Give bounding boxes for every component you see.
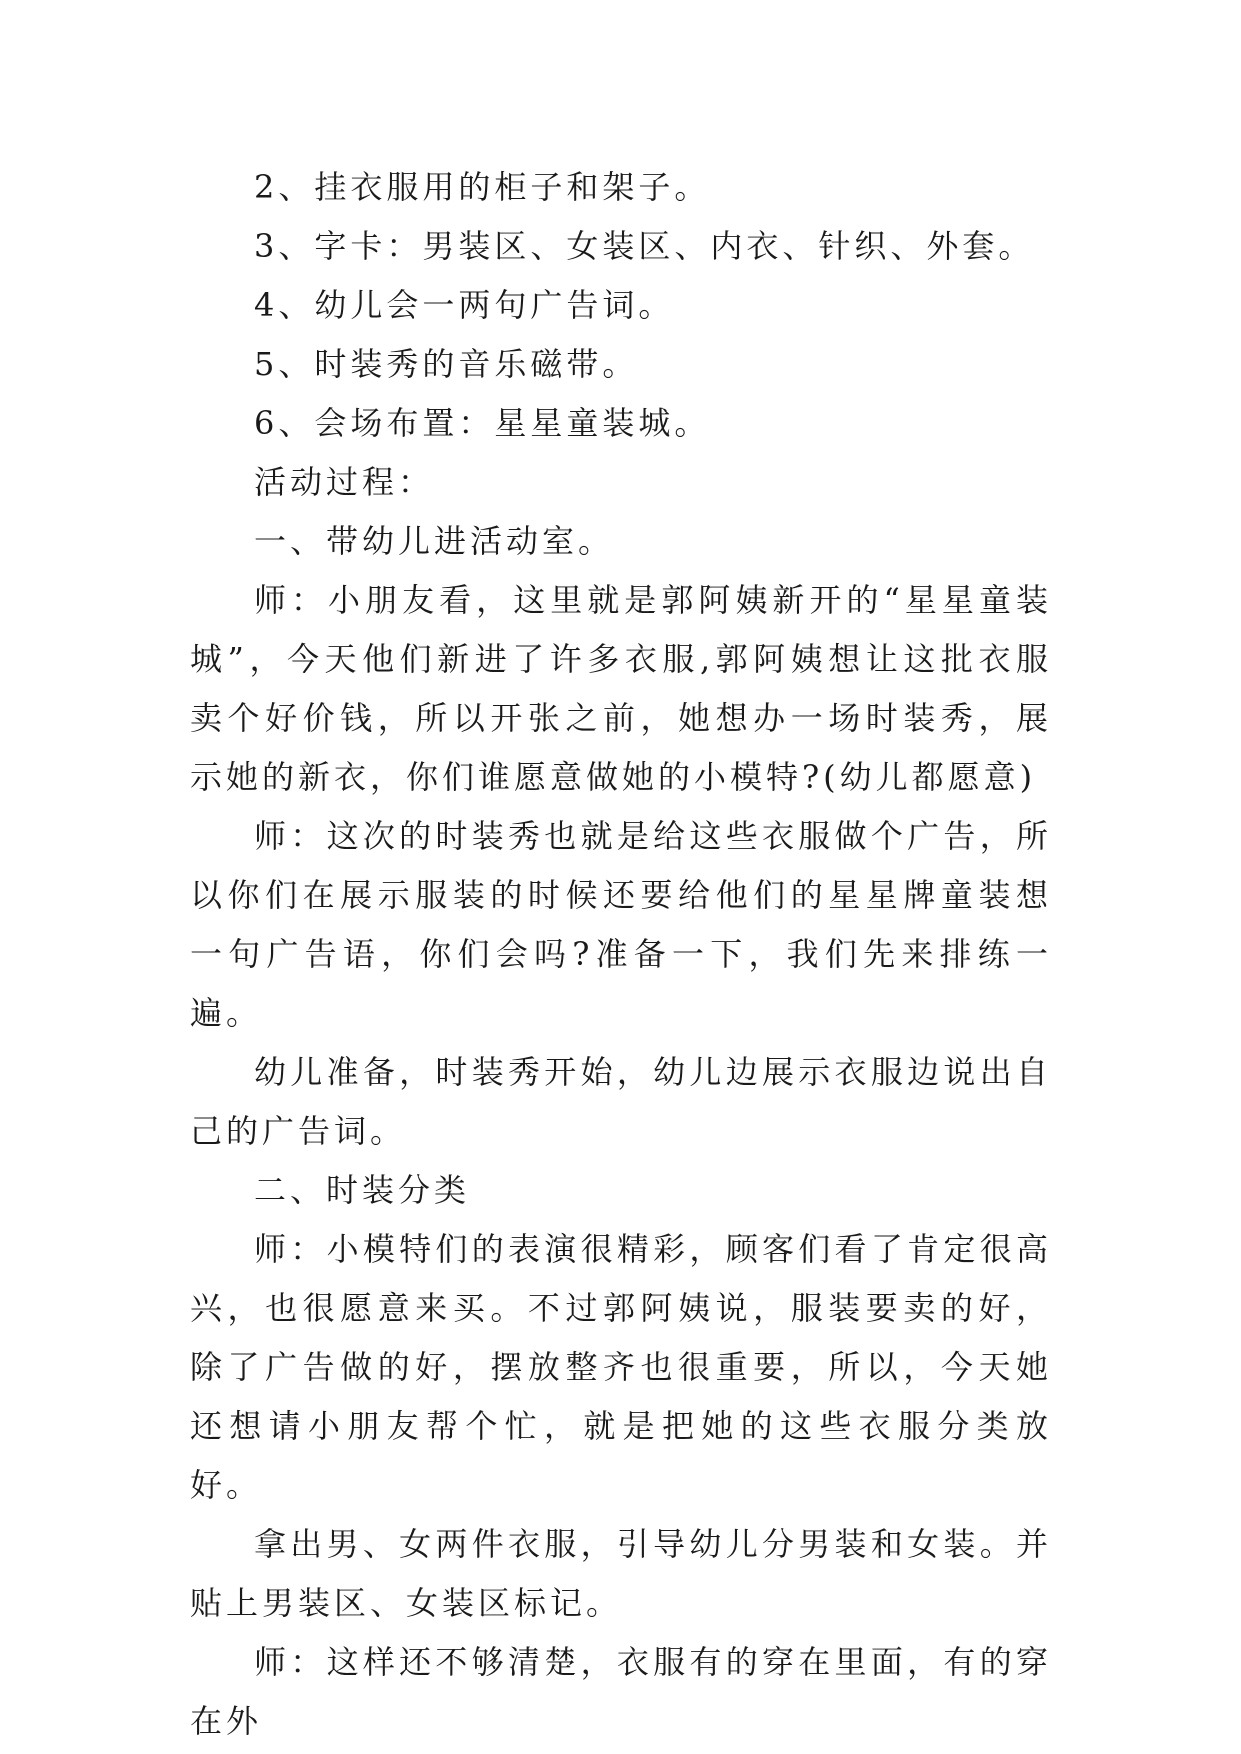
paragraph: 一、带幼儿进活动室。 bbox=[254, 522, 615, 560]
paragraph: 4、幼儿会一两句广告词。 bbox=[254, 286, 675, 324]
paragraph: 活动过程： bbox=[254, 463, 435, 501]
paragraph: 6、会场布置：星星童装城。 bbox=[254, 404, 711, 442]
paragraph: 幼儿准备，时装秀开始，幼儿边展示衣服边说出自己的广告词。 bbox=[190, 1053, 1052, 1150]
paragraph: 师：小朋友看，这里就是郭阿姨新开的“星星童装城”，今天他们新进了许多衣服,郭阿姨想让这批衣服卖个好价钱，所以开张之前，她想办一场时装秀，展示她的新衣，你们谁愿意做她的小模特?(幼儿都愿意) bbox=[190, 581, 1052, 796]
paragraph: 5、时装秀的音乐磁带。 bbox=[254, 345, 639, 383]
paragraph: 师：小模特们的表演很精彩，顾客们看了肯定很高兴，也很愿意来买。不过郭阿姨说，服装要卖的好，除了广告做的好，摆放整齐也很重要，所以，今天她还想请小朋友帮个忙，就是把她的这些衣服分类放好。 bbox=[190, 1230, 1052, 1504]
paragraph: 拿出男、女两件衣服，引导幼儿分男装和女装。并贴上男装区、女装区标记。 bbox=[190, 1525, 1052, 1622]
paragraph: 2、挂衣服用的柜子和架子。 bbox=[254, 168, 711, 206]
document-body bbox=[190, 158, 1052, 1751]
paragraph: 3、字卡：男装区、女装区、内衣、针织、外套。 bbox=[254, 227, 1035, 265]
paragraph: 二、时装分类 bbox=[254, 1171, 471, 1209]
paragraph: 师：这样还不够清楚，衣服有的穿在里面，有的穿在外 bbox=[190, 1643, 1052, 1740]
paragraph: 师：这次的时装秀也就是给这些衣服做个广告，所以你们在展示服装的时候还要给他们的星星牌童装想一句广告语，你们会吗?准备一下，我们先来排练一遍。 bbox=[190, 817, 1052, 1032]
